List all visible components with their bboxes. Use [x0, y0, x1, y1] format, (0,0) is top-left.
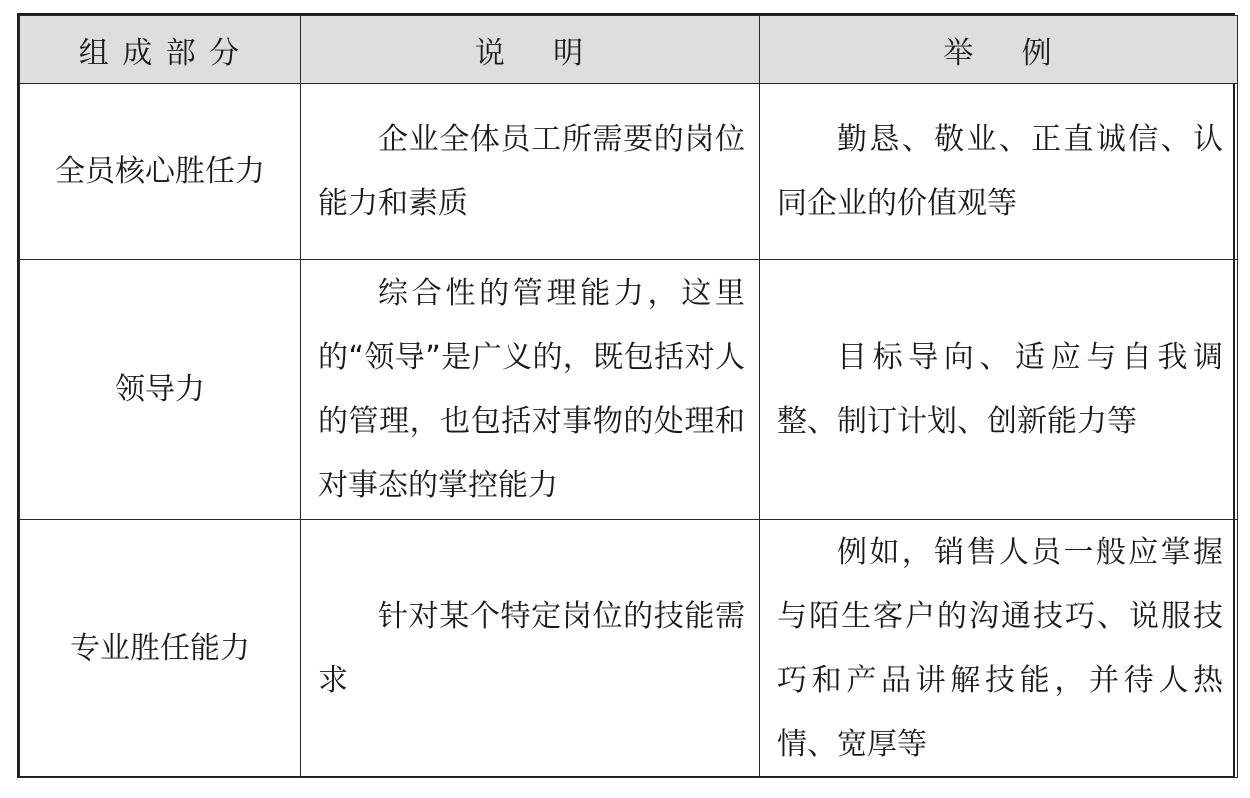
competency-table-container	[17, 13, 1235, 778]
component-cell: 专业胜任能力	[20, 520, 301, 778]
competency-table	[19, 15, 1238, 778]
description-cell	[301, 84, 760, 260]
description-cell	[301, 520, 760, 778]
header-component: 组 成 部 分	[20, 16, 301, 84]
description-text: 针对某个特定岗位的技能需求	[318, 598, 745, 698]
description-text: 综合性的管理能力，这里的“领导”是广义的，既包括对人的管理，也包括对事物的处理和对事态的掌控能力	[318, 275, 745, 503]
table-row	[20, 84, 1238, 260]
example-text: 目标导向、适应与自我调整、制订计划、创新能力等	[777, 339, 1223, 439]
component-cell: 全员核心胜任力	[20, 84, 301, 260]
component-cell: 领导力	[20, 260, 301, 520]
header-description: 说 明	[301, 16, 760, 84]
table-header-row	[20, 16, 1238, 84]
example-cell	[760, 84, 1238, 260]
example-cell	[760, 520, 1238, 778]
table-row	[20, 260, 1238, 520]
table-row	[20, 520, 1238, 778]
example-text: 例如，销售人员一般应掌握与陌生客户的沟通技巧、说服技巧和产品讲解技能，并待人热情、宽厚等	[777, 534, 1223, 762]
description-cell	[301, 260, 760, 520]
example-text: 勤恳、敬业、正直诚信、认同企业的价值观等	[777, 121, 1223, 221]
description-text: 企业全体员工所需要的岗位能力和素质	[318, 121, 745, 221]
header-example: 举 例	[760, 16, 1238, 84]
example-cell	[760, 260, 1238, 520]
